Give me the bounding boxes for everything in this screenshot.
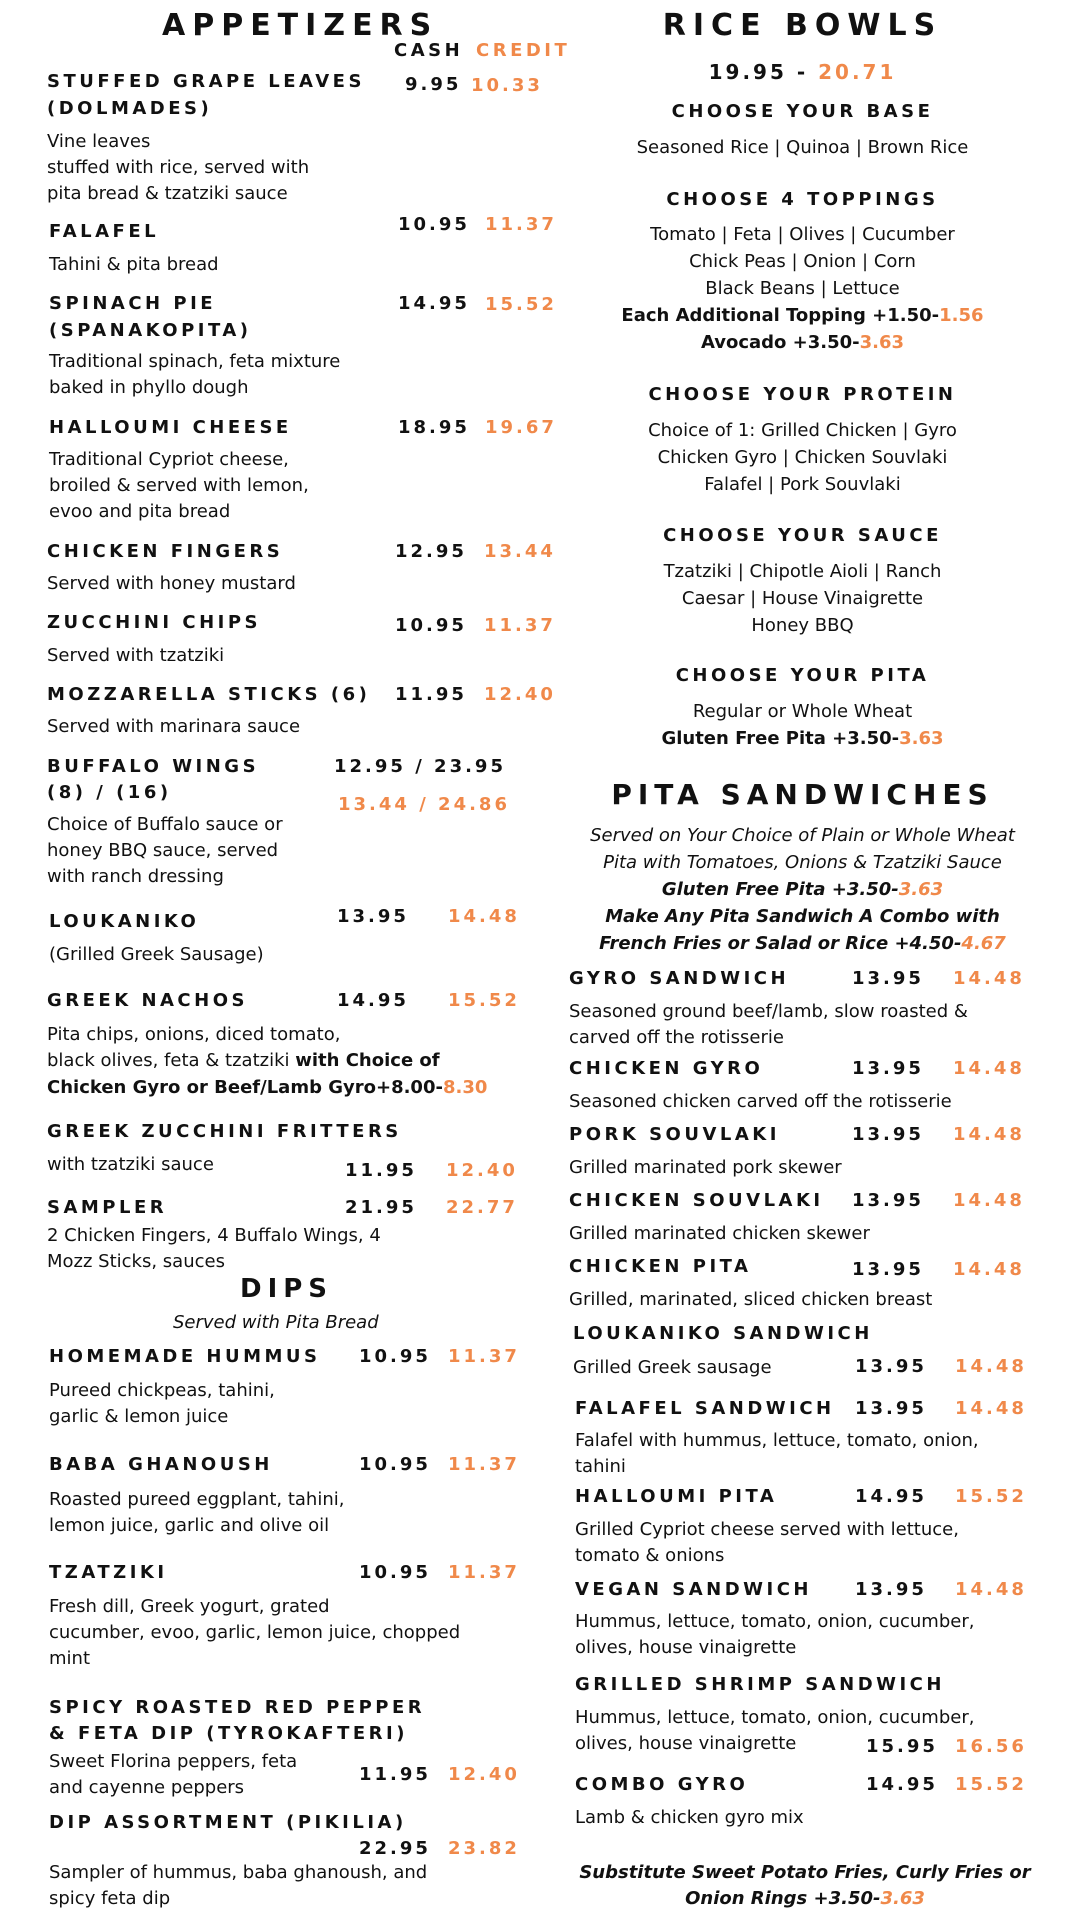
menu-item-description: garlic & lemon juice <box>49 1406 229 1427</box>
menu-item-description: Sweet Florina peppers, feta <box>49 1751 298 1772</box>
credit-price: 14.48 <box>953 1058 1025 1079</box>
option-text: Honey BBQ <box>751 615 854 636</box>
menu-item-description: with tzatziki sauce <box>47 1154 214 1175</box>
credit-price: 3.63 <box>859 332 905 353</box>
credit-column-header: CREDIT <box>476 40 571 61</box>
menu-item-description: olives, house vinaigrette <box>575 1637 797 1658</box>
rice-bowls-title: RICE BOWLS <box>662 8 943 43</box>
menu-item-description: olives, house vinaigrette <box>575 1733 797 1754</box>
credit-price: 13.44 / 24.86 <box>338 794 510 815</box>
menu-item-description: broiled & served with lemon, <box>49 475 309 496</box>
menu-item-description: stuffed with rice, served with <box>47 157 310 178</box>
credit-price: 11.37 <box>485 214 557 235</box>
menu-item-name: GREEK ZUCCHINI FRITTERS <box>47 1121 402 1142</box>
avocado-label: Avocado +3.50- <box>700 332 860 353</box>
credit-price: 11.37 <box>448 1454 520 1475</box>
option-text: Chick Peas | Onion | Corn <box>689 251 916 272</box>
cash-price: 14.95 <box>855 1486 927 1507</box>
option-text: Regular or Whole Wheat <box>692 701 913 722</box>
option-text: Caesar | House Vinaigrette <box>681 588 924 609</box>
cash-price: 13.95 <box>852 968 924 989</box>
credit-price: 14.48 <box>955 1356 1027 1377</box>
menu-item-name: FALAFEL SANDWICH <box>575 1398 835 1419</box>
combo-note <box>560 931 1045 958</box>
menu-item-description: Fresh dill, Greek yogurt, grated <box>49 1596 330 1617</box>
credit-price: 15.52 <box>485 294 557 315</box>
option-text: Black Beans | Lettuce <box>705 278 900 299</box>
substitute-note <box>560 1886 1050 1913</box>
menu-item-name: VEGAN SANDWICH <box>575 1579 812 1600</box>
menu-item-description: Served with tzatziki <box>47 645 225 666</box>
credit-price: 8.30 <box>442 1077 488 1098</box>
menu-item-description: Seasoned chicken carved off the rotisserie <box>569 1091 952 1112</box>
menu-item-name: (8) / (16) <box>47 782 172 803</box>
menu-item-name: TZATZIKI <box>49 1562 168 1583</box>
menu-item-name: FALAFEL <box>49 221 160 242</box>
option-text: Falafel | Pork Souvlaki <box>704 474 901 495</box>
credit-price: 20.71 <box>818 60 897 84</box>
gluten-free-pita-price <box>560 726 1045 753</box>
menu-item-description: tomato & onions <box>575 1545 725 1566</box>
credit-price: 4.67 <box>961 933 1006 954</box>
credit-price: 12.40 <box>446 1160 518 1181</box>
menu-item-description: Choice of Buffalo sauce or <box>47 814 283 835</box>
credit-price: 1.56 <box>939 305 984 326</box>
cash-price: 13.95 <box>852 1124 924 1145</box>
cash-price: 9.95 <box>405 74 462 95</box>
credit-price: 16.56 <box>955 1736 1027 1757</box>
credit-price: 11.37 <box>448 1346 520 1367</box>
section-header: CHOOSE YOUR PITA <box>675 665 930 686</box>
section-header: CHOOSE 4 TOPPINGS <box>666 189 939 210</box>
menu-item-name: GRILLED SHRIMP SANDWICH <box>575 1674 945 1695</box>
cash-price: 10.95 <box>359 1562 431 1583</box>
menu-item-description: Hummus, lettuce, tomato, onion, cucumber, <box>575 1707 975 1728</box>
credit-price: 11.37 <box>448 1562 520 1583</box>
menu-item-description: spicy feta dip <box>49 1888 171 1909</box>
menu-item-name: STUFFED GRAPE LEAVES <box>47 71 365 92</box>
credit-price: 14.48 <box>955 1579 1027 1600</box>
gluten-free-label: Gluten Free Pita +3.50- <box>661 879 899 900</box>
cash-price: 19.95 - <box>708 60 809 84</box>
credit-price: 12.40 <box>484 684 556 705</box>
credit-price: 11.37 <box>484 615 556 636</box>
credit-price: 14.48 <box>953 1259 1025 1280</box>
menu-item-name: & FETA DIP (TYROKAFTERI) <box>49 1723 408 1744</box>
menu-item-name: CHICKEN GYRO <box>569 1058 764 1079</box>
cash-price: 10.95 <box>359 1346 431 1367</box>
menu-item-name: SAMPLER <box>47 1197 168 1218</box>
sandwich-intro: Pita with Tomatoes, Onions & Tzatziki Sauce <box>603 852 1002 873</box>
credit-price: 14.48 <box>955 1398 1027 1419</box>
option-text: Choice of 1: Grilled Chicken | Gyro <box>648 420 957 441</box>
cash-price: 14.95 <box>398 293 470 314</box>
credit-price: 22.77 <box>446 1197 518 1218</box>
menu-item-name: DIP ASSORTMENT (PIKILIA) <box>49 1812 407 1833</box>
cash-price: 10.95 <box>359 1454 431 1475</box>
menu-item-description: lemon juice, garlic and olive oil <box>49 1515 330 1536</box>
cash-price: 14.95 <box>337 990 409 1011</box>
sandwich-gluten-free <box>560 877 1045 904</box>
menu-item-name: HOMEMADE HUMMUS <box>49 1346 321 1367</box>
menu-item-description: (Grilled Greek Sausage) <box>49 944 264 965</box>
section-header: CHOOSE YOUR PROTEIN <box>648 384 957 405</box>
option-text: Tzatziki | Chipotle Aioli | Ranch <box>663 561 942 582</box>
cash-price: 11.95 <box>359 1764 431 1785</box>
menu-item-name: CHICKEN FINGERS <box>47 541 284 562</box>
dips-title: DIPS <box>240 1274 334 1304</box>
sandwich-intro: Served on Your Choice of Plain or Whole Wheat <box>590 825 1015 846</box>
substitute-note: Substitute Sweet Potato Fries, Curly Fries or <box>579 1862 1031 1883</box>
menu-item-description: Served with honey mustard <box>47 573 296 594</box>
menu-item-description: honey BBQ sauce, served <box>47 840 279 861</box>
cash-price: 15.95 <box>866 1736 938 1757</box>
menu-item-description: tahini <box>575 1456 626 1477</box>
credit-price: 3.63 <box>880 1888 925 1909</box>
menu-item-description: pita bread & tzatziki sauce <box>47 183 288 204</box>
menu-item-name: GYRO SANDWICH <box>569 968 790 989</box>
menu-item-name: BUFFALO WINGS <box>47 756 260 777</box>
menu-item-name: SPINACH PIE <box>49 293 217 314</box>
menu-item-name: HALLOUMI PITA <box>575 1486 778 1507</box>
combo-note: Make Any Pita Sandwich A Combo with <box>605 906 1000 927</box>
cash-price: 12.95 <box>395 541 467 562</box>
credit-price: 14.48 <box>953 1190 1025 1211</box>
menu-item-name: COMBO GYRO <box>575 1774 749 1795</box>
credit-price: 23.82 <box>448 1838 520 1859</box>
cash-price: 18.95 <box>398 417 470 438</box>
menu-item-description: mint <box>49 1648 91 1669</box>
dips-subtitle: Served with Pita Bread <box>173 1312 379 1333</box>
credit-price: 13.44 <box>484 541 556 562</box>
menu-item-description: 2 Chicken Fingers, 4 Buffalo Wings, 4 <box>47 1225 381 1246</box>
cash-price: 13.95 <box>852 1190 924 1211</box>
credit-price: 15.52 <box>448 990 520 1011</box>
extra-topping-label: Each Additional Topping +1.50- <box>621 305 940 326</box>
appetizers-title: APPETIZERS <box>162 8 439 43</box>
menu-item-description: Grilled marinated pork skewer <box>569 1157 842 1178</box>
cash-price: 10.95 <box>395 615 467 636</box>
combo-label: French Fries or Salad or Rice +4.50- <box>599 933 962 954</box>
description-text: black olives, feta & tzatziki <box>47 1050 296 1071</box>
menu-item-name: BABA GHANOUSH <box>49 1454 273 1475</box>
pita-sandwiches-title: PITA SANDWICHES <box>611 778 994 811</box>
menu-item-description <box>47 1075 487 1102</box>
menu-item-name: CHICKEN PITA <box>569 1256 752 1277</box>
option-text: Chicken Gyro | Chicken Souvlaki <box>657 447 948 468</box>
menu-item-name: GREEK NACHOS <box>47 990 248 1011</box>
menu-item-description: Seasoned ground beef/lamb, slow roasted & <box>569 1001 968 1022</box>
menu-item-description: Traditional spinach, feta mixture <box>49 351 341 372</box>
menu-item-name: ZUCCHINI CHIPS <box>47 612 262 633</box>
cash-price: 13.95 <box>852 1259 924 1280</box>
menu-item-name: CHICKEN SOUVLAKI <box>569 1190 824 1211</box>
menu-item-description: Traditional Cypriot cheese, <box>49 449 289 470</box>
menu-item-name: (DOLMADES) <box>47 98 213 119</box>
credit-price: 15.52 <box>955 1486 1027 1507</box>
credit-price: 19.67 <box>485 417 557 438</box>
menu-item-name: LOUKANIKO <box>49 911 200 932</box>
cash-price: 10.95 <box>398 214 470 235</box>
cash-price: 13.95 <box>337 906 409 927</box>
option-text: Tomato | Feta | Olives | Cucumber <box>650 224 955 245</box>
menu-item-description: baked in phyllo dough <box>49 377 249 398</box>
cash-column-header: CASH <box>394 40 464 61</box>
menu-item-description: Grilled Greek sausage <box>573 1357 772 1378</box>
credit-price: 10.33 <box>471 75 543 96</box>
menu-item-description: Hummus, lettuce, tomato, onion, cucumber, <box>575 1611 975 1632</box>
cash-price: 11.95 <box>395 684 467 705</box>
credit-price: 12.40 <box>448 1764 520 1785</box>
credit-price: 15.52 <box>955 1774 1027 1795</box>
menu-item-description: Roasted pureed eggplant, tahini, <box>49 1489 345 1510</box>
menu-item-name: LOUKANIKO SANDWICH <box>573 1323 873 1344</box>
option-text: Seasoned Rice | Quinoa | Brown Rice <box>636 137 969 158</box>
menu-item-name: MOZZARELLA STICKS (6) <box>47 684 371 705</box>
credit-price: 3.63 <box>899 728 944 749</box>
menu-item-description: Lamb & chicken gyro mix <box>575 1807 804 1828</box>
menu-item-description: Grilled marinated chicken skewer <box>569 1223 870 1244</box>
credit-price: 14.48 <box>953 1124 1025 1145</box>
cash-price: 22.95 <box>359 1838 431 1859</box>
menu-item-description <box>47 1048 440 1075</box>
menu-item-name: HALLOUMI CHEESE <box>49 417 292 438</box>
menu-item-description: carved off the rotisserie <box>569 1027 784 1048</box>
cash-price: 14.95 <box>866 1774 938 1795</box>
section-header: CHOOSE YOUR SAUCE <box>663 525 942 546</box>
menu-item-description: Vine leaves <box>47 131 151 152</box>
description-bold-text: Chicken Gyro or Beef/Lamb Gyro+8.00- <box>47 1077 443 1098</box>
menu-item-description: evoo and pita bread <box>49 501 231 522</box>
section-header: CHOOSE YOUR BASE <box>671 101 934 122</box>
gluten-free-label: Gluten Free Pita +3.50- <box>661 728 900 749</box>
extra-topping-price <box>560 303 1045 330</box>
credit-price: 3.63 <box>898 879 944 900</box>
cash-price: 21.95 <box>345 1197 417 1218</box>
menu-item-name: PORK SOUVLAKI <box>569 1124 780 1145</box>
menu-item-description: and cayenne peppers <box>49 1777 245 1798</box>
menu-item-description: cucumber, evoo, garlic, lemon juice, chopped <box>49 1622 461 1643</box>
menu-item-name: SPICY ROASTED RED PEPPER <box>49 1697 426 1718</box>
menu-item-description: Grilled Cypriot cheese served with lettuce, <box>575 1519 959 1540</box>
credit-price: 14.48 <box>448 906 520 927</box>
menu-item-description: Grilled, marinated, sliced chicken breast <box>569 1289 933 1310</box>
menu-item-description: with ranch dressing <box>47 866 224 887</box>
menu-item-description: Served with marinara sauce <box>47 716 301 737</box>
avocado-price <box>560 330 1045 357</box>
menu-item-name: (SPANAKOPITA) <box>49 320 252 341</box>
cash-price: 13.95 <box>855 1356 927 1377</box>
menu-item-description: Mozz Sticks, sauces <box>47 1251 225 1272</box>
cash-price: 13.95 <box>855 1579 927 1600</box>
menu-item-description: Sampler of hummus, baba ghanoush, and <box>49 1862 428 1883</box>
rice-bowls-price <box>560 60 1045 84</box>
menu-item-description: Falafel with hummus, lettuce, tomato, onion, <box>575 1430 979 1451</box>
cash-price: 13.95 <box>852 1058 924 1079</box>
menu-item-description: Pureed chickpeas, tahini, <box>49 1380 275 1401</box>
cash-price: 13.95 <box>855 1398 927 1419</box>
substitute-label: Onion Rings +3.50- <box>685 1888 881 1909</box>
menu-item-description: Tahini & pita bread <box>49 254 219 275</box>
cash-price: 12.95 / 23.95 <box>334 756 506 777</box>
description-bold-text: with Choice of <box>295 1050 440 1071</box>
cash-price: 11.95 <box>345 1160 417 1181</box>
menu-item-description: Pita chips, onions, diced tomato, <box>47 1024 341 1045</box>
credit-price: 14.48 <box>953 968 1025 989</box>
